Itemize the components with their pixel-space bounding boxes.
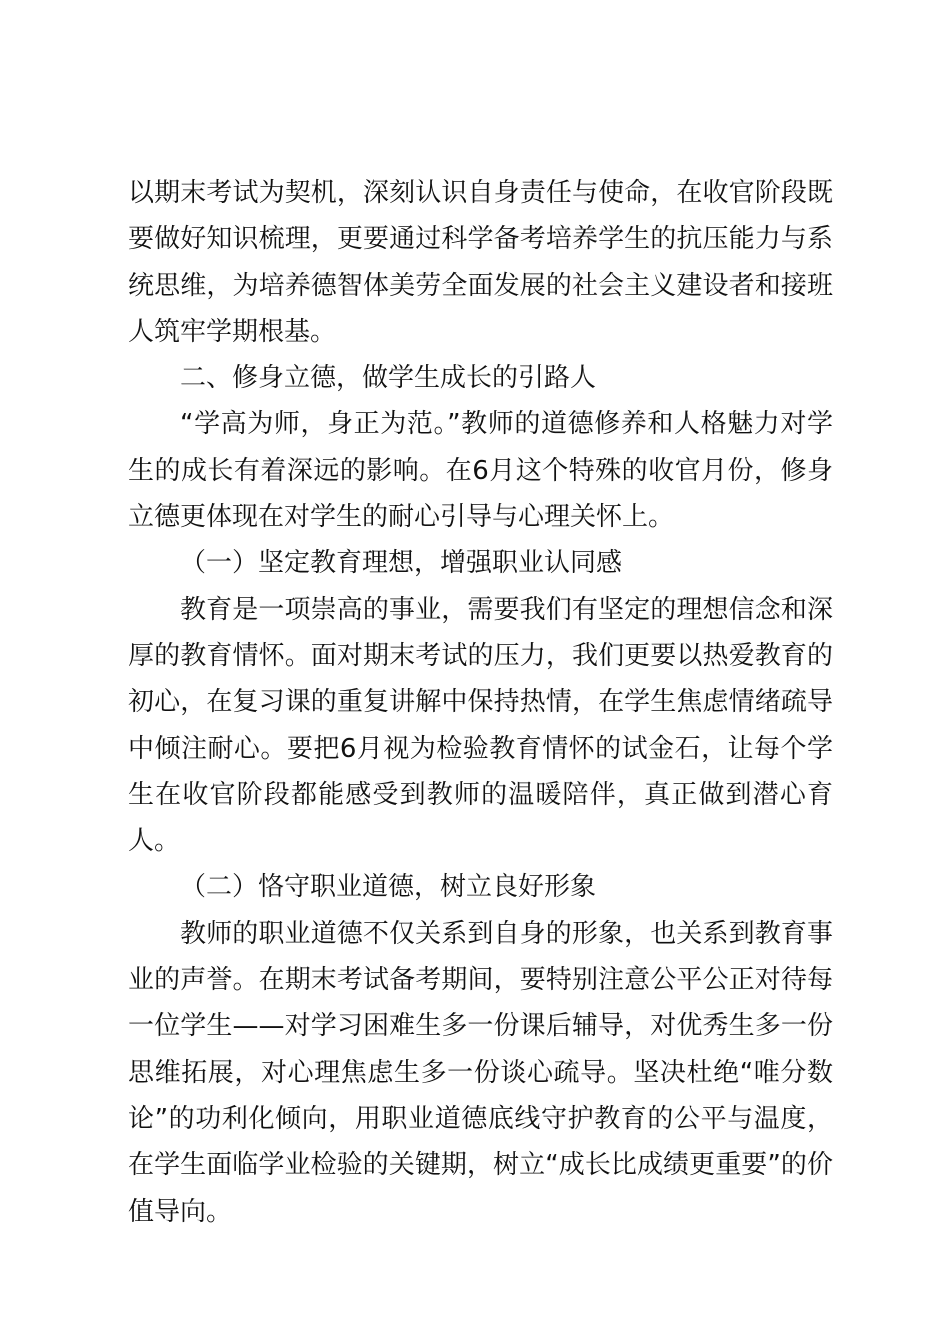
paragraph-education-ideal: 教育是一项崇高的事业，需要我们有坚定的理想信念和深厚的教育情怀。面对期末考试的压力，我们更要以热爱教育的初心，在复习课的重复讲解中保持热情，在学生焦虑情绪疏导中倾注耐心。要把6月视为检验教育情怀的试金石，让每个学生在收官阶段都能感受到教师的温暖陪伴，真正做到潜心育人。	[128, 594, 833, 857]
paragraph-quote: “学高为师，身正为范。”教师的道德修养和人格魅力对学生的成长有着深远的影响。在6月这个特殊的收官月份，修身立德更体现在对学生的耐心引导与心理关怀上。	[128, 409, 833, 533]
paragraph-professional-ethics: 教师的职业道德不仅关系到自身的形象，也关系到教育事业的声誉。在期末考试备考期间，要特别注意公平公正对待每一位学生——对学习困难生多一份课后辅导，对优秀生多一份思维拓展，对心理焦虑生多一份谈心疏导。坚决杜绝“唯分数论”的功利化倾向，用职业道德底线守护教育的公平与温度，在学生面临学业检验的关键期，树立“成长比成绩更重要”的价值导向。	[128, 918, 833, 1227]
subsection-heading-2: （二）恪守职业道德，树立良好形象	[180, 872, 597, 903]
paragraph-continuation: 以期末考试为契机，深刻认识自身责任与使命，在收官阶段既要做好知识梳理，更要通过科学备考培养学生的抗压能力与系统思维，为培养德智体美劳全面发展的社会主义建设者和接班人筑牢学期根基。	[128, 178, 833, 347]
section-heading-2: 二、修身立德，做学生成长的引路人	[180, 363, 597, 394]
subsection-heading-1: （一）坚定教育理想，增强职业认同感	[180, 548, 623, 579]
document-body	[128, 170, 833, 1235]
